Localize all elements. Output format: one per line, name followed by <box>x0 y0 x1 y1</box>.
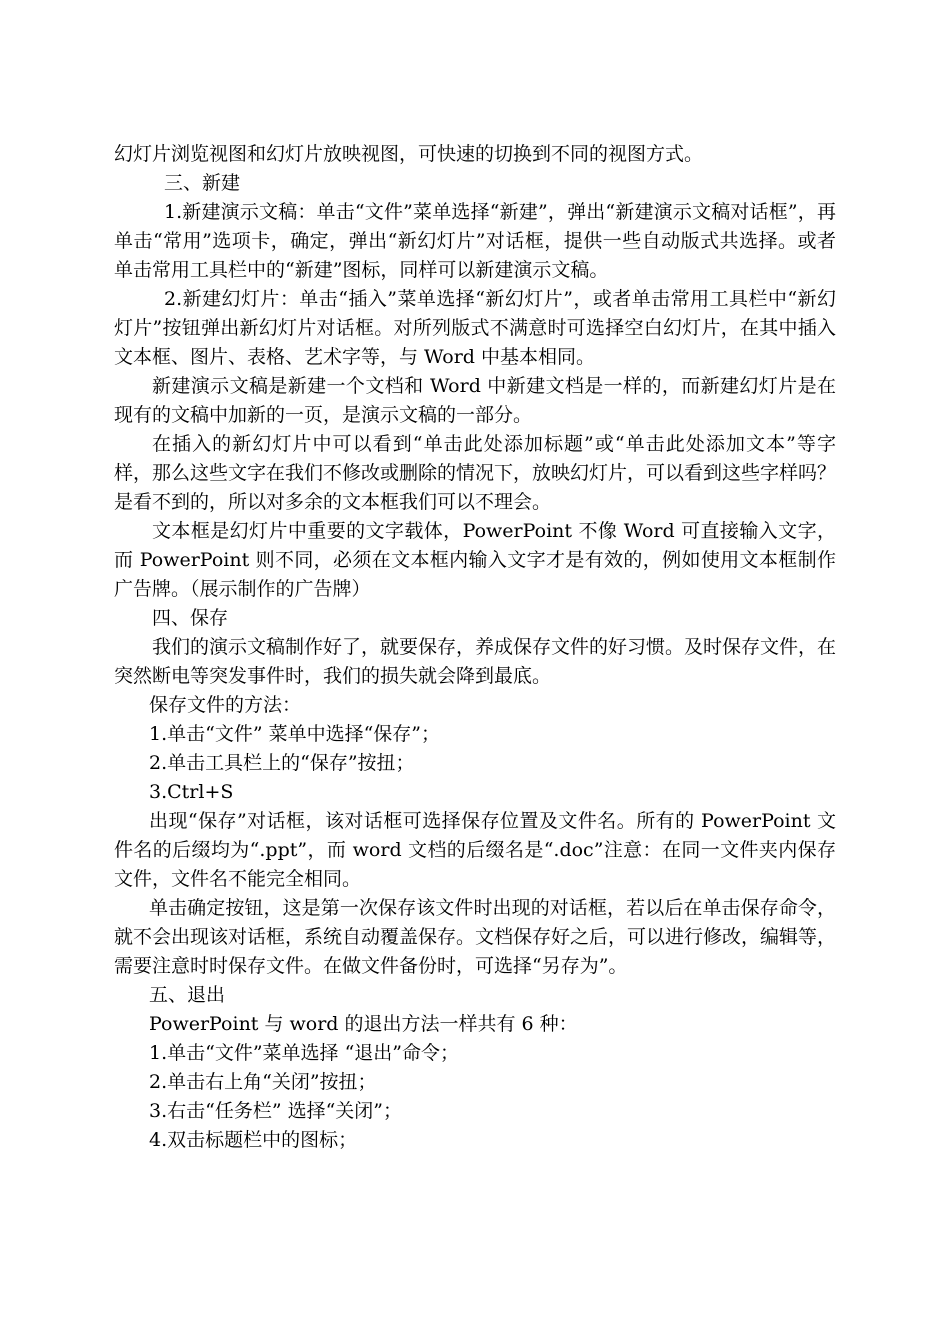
paragraph-view-modes: 幻灯片浏览视图和幻灯片放映视图，可快速的切换到不同的视图方式。 <box>114 143 704 165</box>
paragraph-new-slide: 2.新建幻灯片：单击“插入”菜单选择“新幻灯片”，或者单击常用工具栏中“新幻灯片”按钮弹出新幻灯片对话框。对所列版式不满意时可选择空白幻灯片，在其中插入文本框、图片、表格、艺术字等，与 Word 中基本相同。 <box>114 288 836 368</box>
paragraph-presentation-vs-slide: 新建演示文稿是新建一个文档和 Word 中新建文档是一样的，而新建幻灯片是在现有的文稿中加新的一页，是演示文稿的一部分。 <box>114 375 836 426</box>
list-item-exit-3: 3.右击“任务栏” 选择“关闭”； <box>149 1100 403 1122</box>
paragraph-new-presentation: 1.新建演示文稿：单击“文件”菜单选择“新建”，弹出“新建演示文稿对话框”，再单击“常用”选项卡，确定，弹出“新幻灯片”对话框，提供一些自动版式共选择。或者单击常用工具栏中的“新建”图标，同样可以新建演示文稿。 <box>114 201 836 281</box>
heading-new: 三、新建 <box>164 172 241 194</box>
list-item-exit-1: 1.单击“文件”菜单选择 “退出”命令； <box>149 1042 460 1064</box>
paragraph-textbox: 文本框是幻灯片中重要的文字载体，PowerPoint 不像 Word 可直接输入文字，而 PowerPoint 则不同，必须在文本框内输入文字才是有效的，例如使用文本框制作广告牌。（展示制作的广告牌） <box>114 520 836 600</box>
paragraph-save-habit: 我们的演示文稿制作好了，就要保存，养成保存文件的好习惯。及时保存文件，在突然断电等突发事件时，我们的损失就会降到最底。 <box>114 636 837 687</box>
paragraph-exit-methods: PowerPoint 与 word 的退出方法一样共有 6 种： <box>149 1013 578 1035</box>
paragraph-placeholder-text: 在插入的新幻灯片中可以看到“单击此处添加标题”或“单击此处添加文本”等字样，那么这些文字在我们不修改或删除的情况下，放映幻灯片，可以看到这些字样吗？是看不到的，所以对多余的文本框我们可以不理会。 <box>114 433 837 513</box>
list-item-save-2: 2.单击工具栏上的“保存”按扭； <box>149 752 415 774</box>
heading-save: 四、保存 <box>152 607 229 629</box>
list-item-save-1: 1.单击“文件” 菜单中选择“保存”； <box>149 723 441 745</box>
paragraph-save-methods: 保存文件的方法： <box>149 694 302 716</box>
paragraph-save-confirm: 单击确定按钮，这是第一次保存该文件时出现的对话框，若以后在单击保存命令，就不会出现该对话框，系统自动覆盖保存。文档保存好之后，可以进行修改，编辑等，需要注意时时保存文件。在做文件备份时，可选择“另存为”。 <box>114 897 837 977</box>
list-item-save-3: 3.Ctrl+S <box>149 781 234 803</box>
paragraph-save-dialog: 出现“保存”对话框，该对话框可选择保存位置及文件名。所有的 PowerPoint 文件名的后缀均为“.ppt”，而 word 文档的后缀名是“.doc”注意：在同一文件夹内保存文件，文件名不能完全相同。 <box>114 810 836 890</box>
list-item-exit-4: 4.双击标题栏中的图标； <box>149 1129 358 1151</box>
document-page <box>114 140 836 1155</box>
heading-exit: 五、退出 <box>149 984 226 1006</box>
list-item-exit-2: 2.单击右上角“关闭”按扭； <box>149 1071 377 1093</box>
